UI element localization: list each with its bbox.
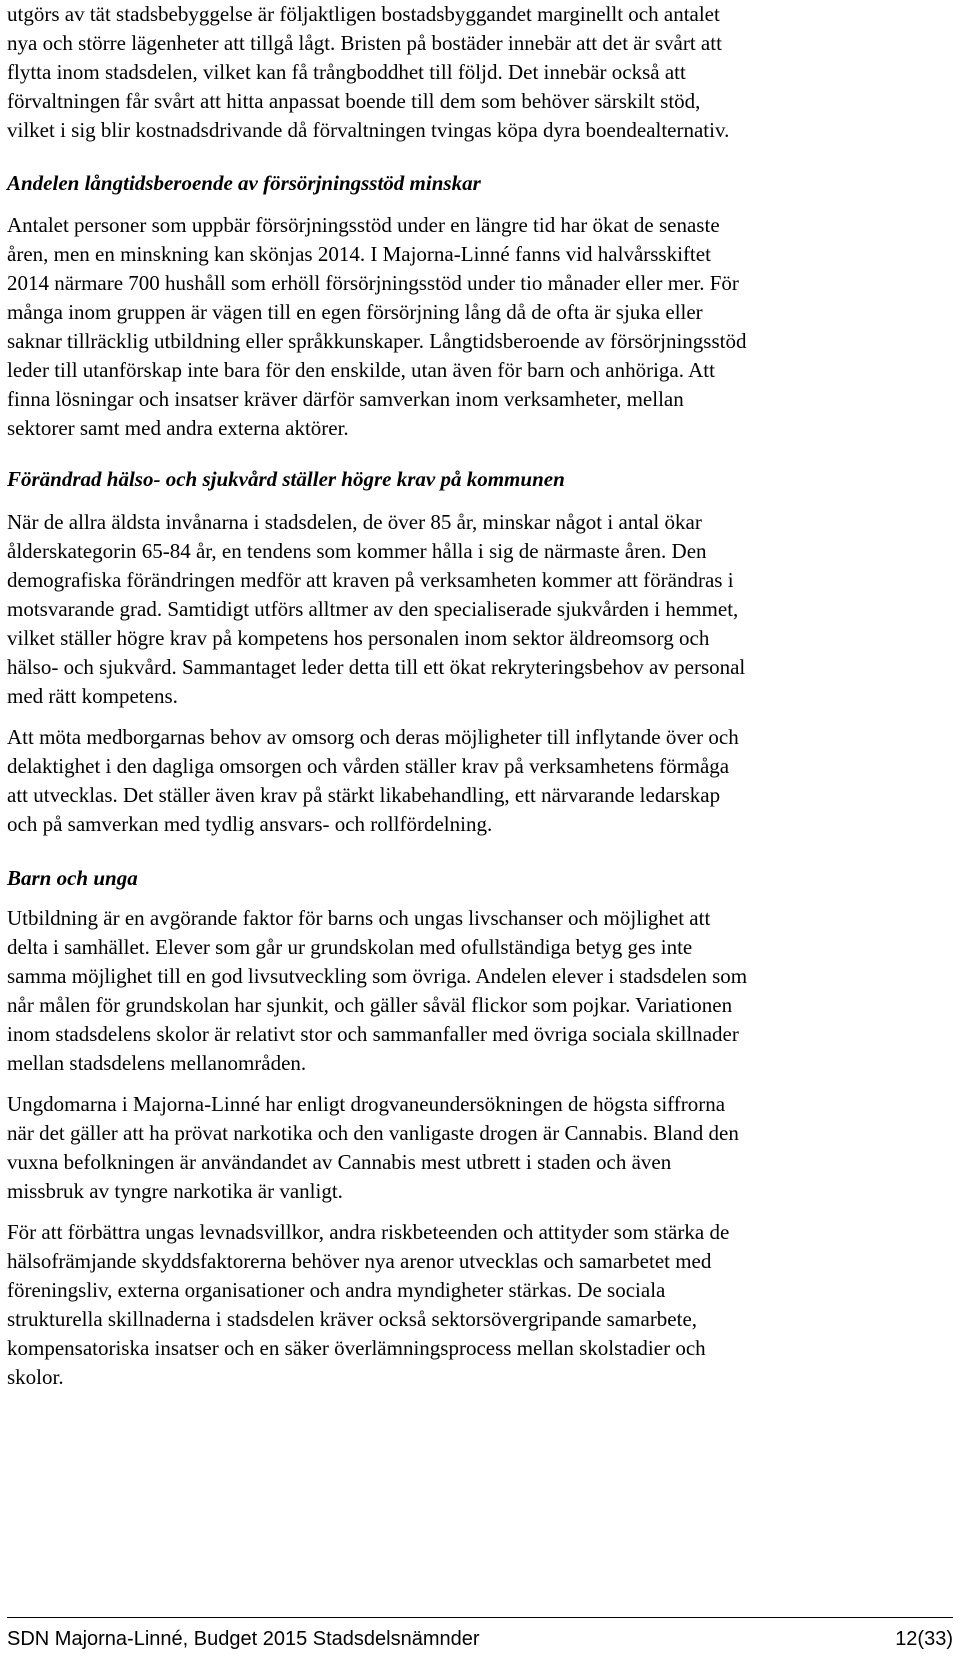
page-footer <box>7 1624 953 1654</box>
paragraph: Ungdomarna i Majorna-Linné har enligt drogvaneundersökningen de högsta siffrorna när det gäller att ha prövat narkotika och den vanligaste drogen är Cannabis. Bland den vuxna befolkningen är användandet av Cannabis mest utbrett i staden och även missbruk av tyngre narkotika är vanligt. <box>7 1092 739 1203</box>
paragraph: utgörs av tät stadsbebyggelse är följaktligen bostadsbyggandet marginellt och antalet nya och större lägenheter att tillgå lågt. Bristen på bostäder innebär att det är svårt att flytta inom stadsdelen, vilket kan få trångboddhet till följd. Det innebär också att förvaltningen får svårt att hitta anpassat boende till dem som behöver särskilt stöd, vilket i sig blir kostnadsdrivande då förvaltningen tvingas köpa dyra boendealternativ. <box>7 2 730 142</box>
paragraph: Antalet personer som uppbär försörjningsstöd under en längre tid har ökat de senaste åren, men en minskning kan skönjas 2014. I Majorna-Linné fanns vid halvårsskiftet 2014 närmare 700 hushåll som erhöll försörjningsstöd under tio månader eller mer. För många inom gruppen är vägen till en egen försörjning lång då de ofta är sjuka eller saknar tillräcklig utbildning eller språkkunskaper. Långtidsberoende av försörjningsstöd leder till utanförskap inte bara för den enskilde, utan även för barn och anhöriga. Att finna lösningar och insatser kräver därför samverkan inom verksamheter, mellan sektorer samt med andra externa aktörer. <box>7 213 747 440</box>
paragraph: För att förbättra ungas levnadsvillkor, andra riskbeteenden och attityder som stärka de hälsofrämjande skyddsfaktorerna behöver nya arenor utvecklas och samarbetet med föreningsliv, externa organisationer och andra myndigheter stärkas. De sociala strukturella skillnaderna i stadsdelen kräver också sektorsövergripande samarbete, kompensatoriska insatser och en säker överlämningsprocess mellan skolstadier och skolor. <box>7 1220 730 1389</box>
paragraph: Utbildning är en avgörande faktor för barns och ungas livschanser och möjlighet att delta i samhället. Elever som går ur grundskolan med ofullständiga betyg ges inte samma möjlighet till en god livsutveckling som övriga. Andelen elever i stadsdelen som når målen för grundskolan har sjunkit, och gäller såväl flickor som pojkar. Variationen inom stadsdelens skolor är relativt stor och sammanfaller med övriga sociala skillnader mellan stadsdelens mellanområden. <box>7 906 748 1075</box>
paragraph: Att möta medborgarnas behov av omsorg och deras möjligheter till inflytande över och delaktighet i den dagliga omsorgen och vården ställer krav på verksamhetens förmåga att utvecklas. Det ställer även krav på stärkt likabehandling, ett närvarande ledarskap och på samverkan med tydlig ansvars- och rollfördelning. <box>7 725 739 836</box>
section-heading: Barn och unga <box>7 866 138 890</box>
section-heading: Andelen långtidsberoende av försörjningsstöd minskar <box>7 171 481 195</box>
footer-divider <box>7 1617 953 1618</box>
section-heading: Förändrad hälso- och sjukvård ställer högre krav på kommunen <box>7 467 565 491</box>
page-number: 12(33) <box>895 1627 953 1650</box>
footer-document-title: SDN Majorna-Linné, Budget 2015 Stadsdelsnämnder <box>7 1627 480 1650</box>
paragraph: När de allra äldsta invånarna i stadsdelen, de över 85 år, minskar något i antal ökar ålderskategorin 65-84 år, en tendens som kommer hålla i sig de närmaste åren. Den demografiska förändringen medför att kraven på verksamheten kommer att förändras i motsvarande grad. Samtidigt utförs alltmer av den specialiserade sjukvården i hemmet, vilket ställer högre krav på kompetens hos personalen inom sektor äldreomsorg och hälso- och sjukvård. Sammantaget leder detta till ett ökat rekryteringsbehov av personal med rätt kompetens. <box>7 510 746 708</box>
